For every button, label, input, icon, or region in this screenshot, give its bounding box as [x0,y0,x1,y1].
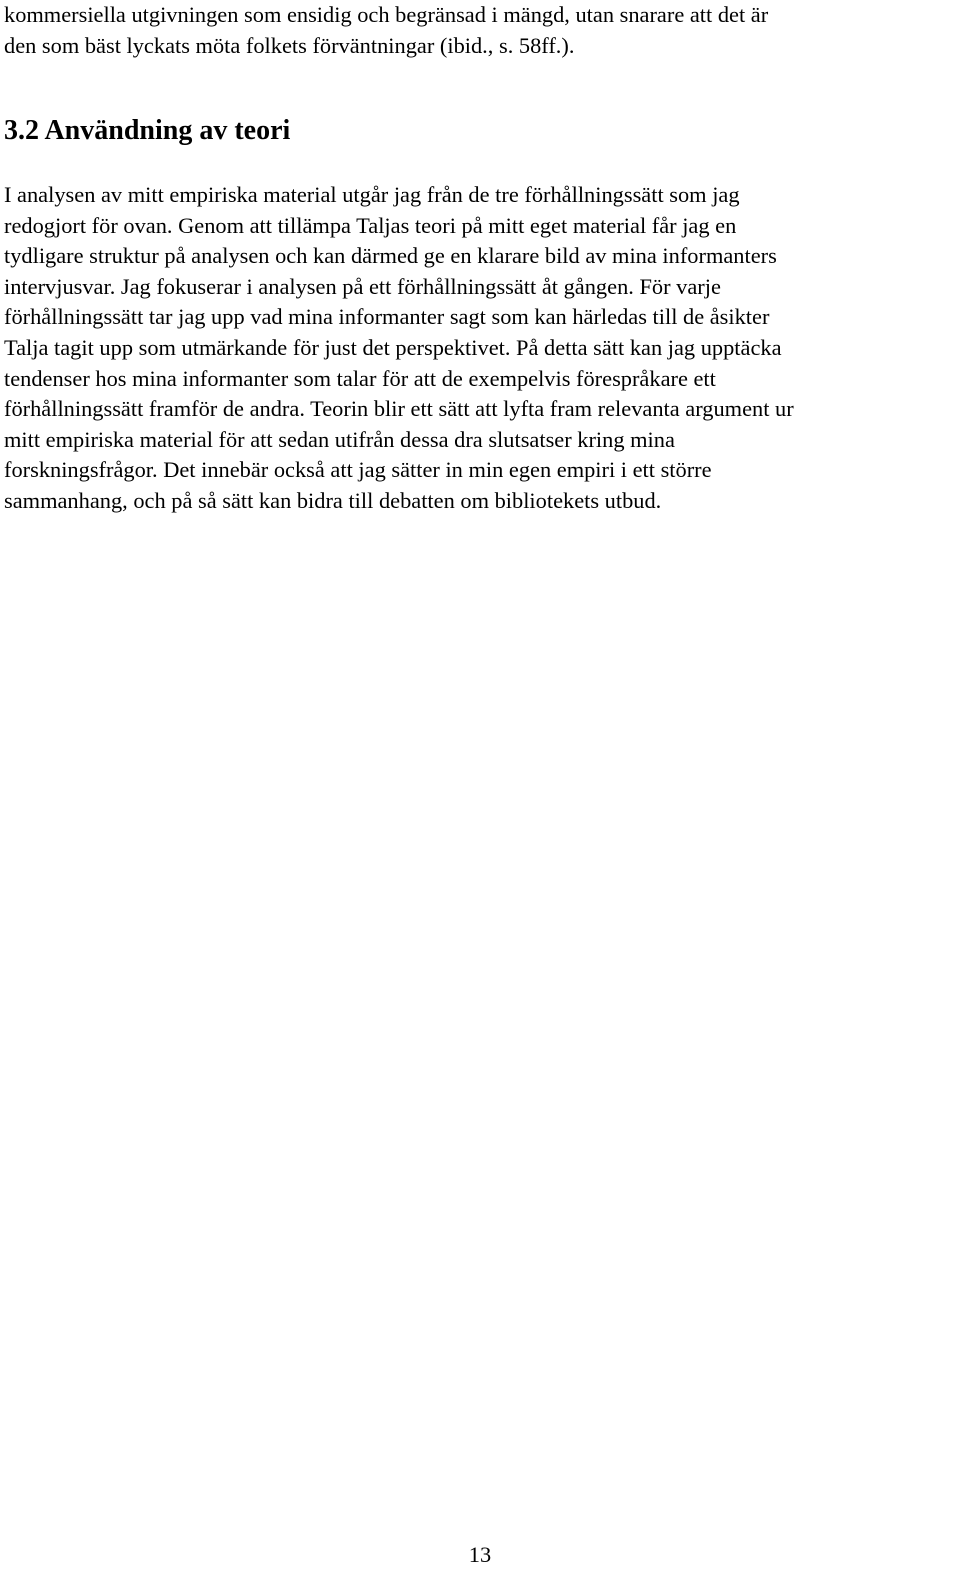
text-line: tendenser hos mina informanter som talar för att de exempelvis förespråkare ett [4,365,716,391]
page-number: 13 [468,1542,492,1567]
text-line: mitt empiriska material för att sedan utifrån dessa dra slutsatser kring mina [4,426,675,452]
text-line: förhållningssätt framför de andra. Teorin blir ett sätt att lyfta fram relevanta argument ur [4,396,794,422]
text-line: intervjusvar. Jag fokuserar i analysen på ett förhållningssätt åt gången. För varje [4,273,721,299]
section-heading: 3.2 Användning av teori [4,115,291,146]
text-line: forskningsfrågor. Det innebär också att jag sätter in min egen empiri i ett större [4,457,712,483]
intro-paragraph [4,0,956,61]
text-line: sammanhang, och på så sätt kan bidra till debatten om bibliotekets utbud. [4,487,662,513]
text-line: tydligare struktur på analysen och kan därmed ge en klarare bild av mina informanters [4,243,777,269]
text-line: I analysen av mitt empiriska material utgår jag från de tre förhållningssätt som jag [4,182,740,207]
text-line: förhållningssätt tar jag upp vad mina informanter sagt som kan härledas till de åsikter [4,304,770,330]
text-line: redogjort för ovan. Genom att tillämpa Taljas teori på mitt eget material får jag en [4,212,737,238]
text-line: kommersiella utgivningen som ensidig och begränsad i mängd, utan snarare att det är [4,2,769,27]
text-line: Talja tagit upp som utmärkande för just det perspektivet. På detta sätt kan jag upptäcka [4,334,782,360]
text-line: den som bäst lyckats möta folkets förväntningar (ibid., s. 58ff.). [4,32,575,58]
section-paragraph [4,180,956,517]
